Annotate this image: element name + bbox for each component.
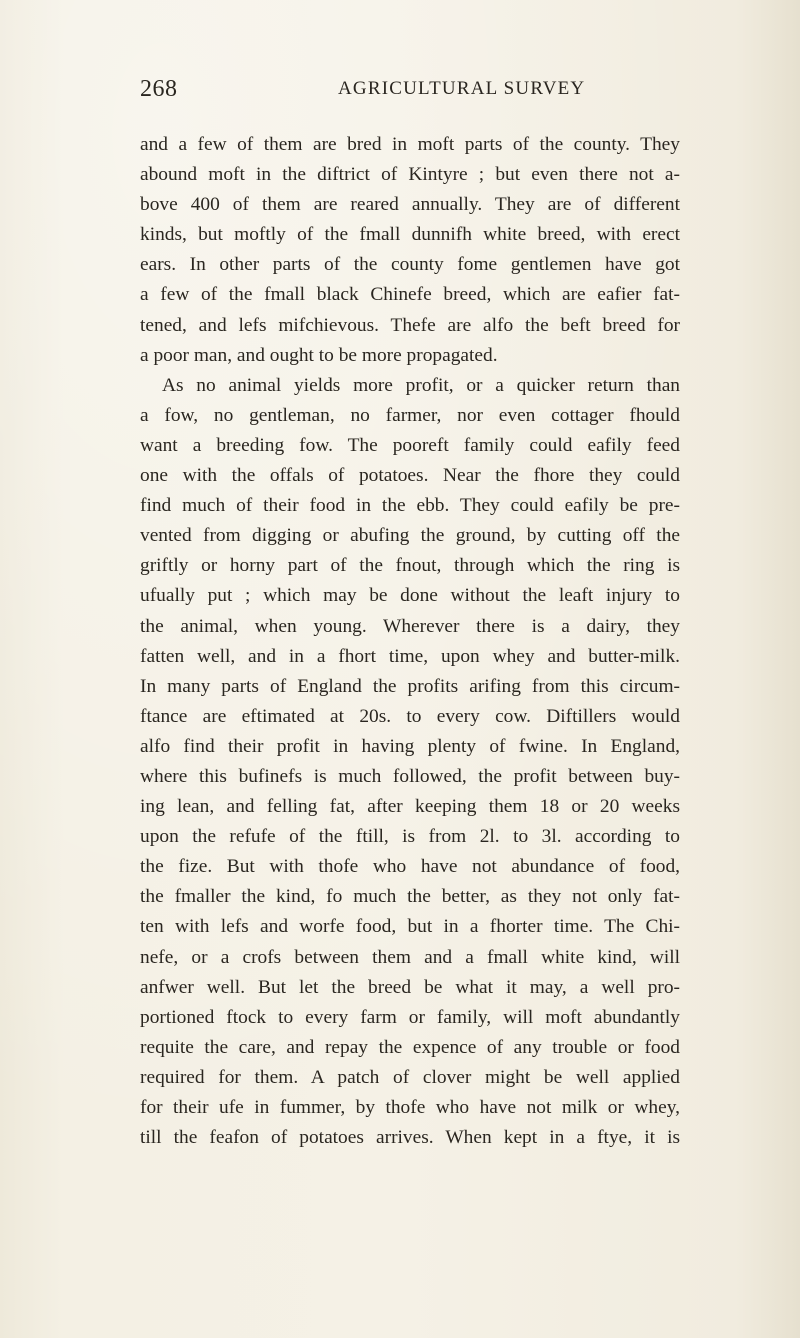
text-line: the animal, when young. Wherever there is a dairy, they <box>140 615 680 637</box>
running-title: AGRICULTURAL SURVEY <box>338 78 586 99</box>
text-line: alfo find their profit in having plenty of fwine. In England, <box>140 735 680 757</box>
text-line: nefe, or a crofs between them and a fmall white kind, will <box>140 946 680 968</box>
text-line: and a few of them are bred in moft parts of the county. They <box>140 134 680 155</box>
body-text <box>140 130 680 1153</box>
text-line: a poor man, and ought to be more propagated. <box>140 344 498 366</box>
text-line: the fmaller the kind, fo much the better, as they not only fat- <box>140 886 680 908</box>
text-line: where this bufinefs is much followed, the profit between buy- <box>140 765 680 787</box>
text-line: bove 400 of them are reared annually. They are of different <box>140 194 680 216</box>
text-line: for their ufe in fummer, by thofe who have not milk or whey, <box>140 1097 680 1118</box>
text-line: ears. In other parts of the county fome gentlemen have got <box>140 254 680 276</box>
text-line: griftly or horny part of the fnout, through which the ring is <box>140 555 680 577</box>
text-line: fatten well, and in a fhort time, upon whey and butter-milk. <box>140 645 680 667</box>
text-line: a few of the fmall black Chinefe breed, which are eafier fat- <box>140 284 680 306</box>
text-line: ten with lefs and worfe food, but in a fhorter time. The Chi- <box>140 916 680 938</box>
text-line: tened, and lefs mifchievous. Thefe are alfo the beft breed for <box>140 314 680 336</box>
text-line: one with the offals of potatoes. Near the fhore they could <box>140 465 680 487</box>
text-line: want a breeding fow. The pooreft family could eafily feed <box>140 434 680 456</box>
text-line: portioned ftock to every farm or family, will moft abundantly <box>140 1006 680 1028</box>
text-line: find much of their food in the ebb. They could eafily be pre- <box>140 495 680 517</box>
text-line: kinds, but moftly of the fmall dunnifh white breed, with erect <box>140 224 680 246</box>
page-number: 268 <box>140 76 178 102</box>
page-header <box>140 72 680 112</box>
text-line: upon the refufe of the ftill, is from 2l. to 3l. according to <box>140 826 680 848</box>
text-line: the fize. But with thofe who have not abundance of food, <box>140 856 680 878</box>
text-line: ing lean, and felling fat, after keeping them 18 or 20 weeks <box>140 796 680 818</box>
text-line: vented from digging or abufing the ground, by cutting off the <box>140 525 680 547</box>
text-line: till the feafon of potatoes arrives. When kept in a ftye, it is <box>140 1127 680 1149</box>
text-line: required for them. A patch of clover might be well applied <box>140 1066 680 1088</box>
text-line: abound moft in the diftrict of Kintyre ; but even there not a- <box>140 164 680 186</box>
text-line: In many parts of England the profits arifing from this circum- <box>140 675 680 697</box>
text-line: ftance are eftimated at 20s. to every cow. Diftillers would <box>140 705 680 727</box>
text-line: anfwer well. But let the breed be what it may, a well pro- <box>140 976 680 998</box>
text-line: As no animal yields more profit, or a quicker return than <box>162 374 680 396</box>
text-line: ufually put ; which may be done without the leaft injury to <box>140 585 680 607</box>
text-line: a fow, no gentleman, no farmer, nor even cottager fhould <box>140 404 680 426</box>
text-line: requite the care, and repay the expence of any trouble or food <box>140 1036 680 1058</box>
